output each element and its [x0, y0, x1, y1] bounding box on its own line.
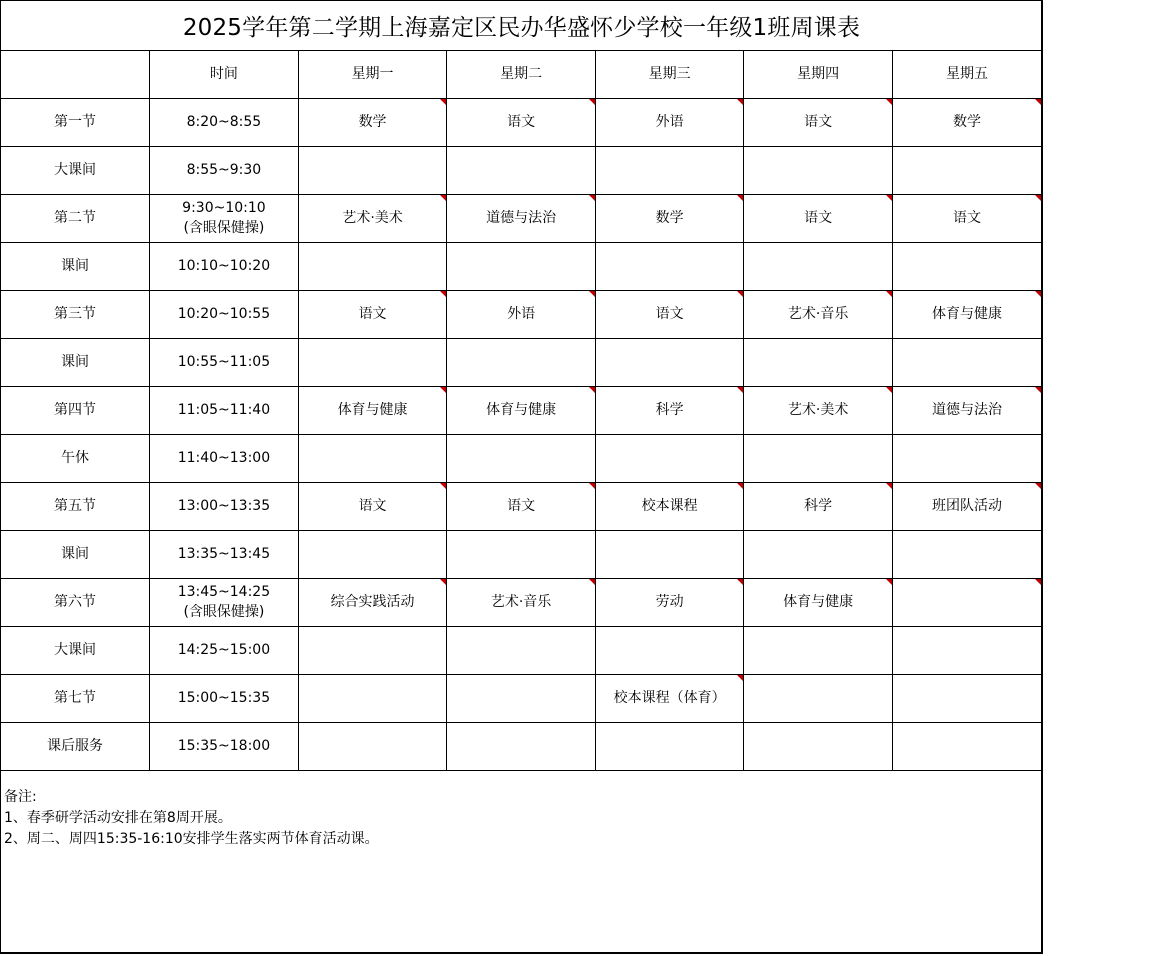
subject-text: 体育与健康 — [337, 402, 408, 418]
subject-cell[interactable] — [744, 98, 893, 146]
comment-indicator-icon[interactable] — [886, 99, 892, 105]
subject-cell[interactable] — [447, 146, 596, 194]
comment-indicator-icon[interactable] — [1035, 579, 1041, 585]
subject-cell[interactable] — [447, 578, 596, 626]
header-corner-cell — [1, 50, 150, 98]
subject-cell[interactable] — [744, 434, 893, 482]
time-cell[interactable] — [150, 482, 299, 530]
time-cell[interactable] — [150, 242, 299, 290]
period-label-cell[interactable]: 课后服务 — [1, 722, 150, 770]
subject-cell[interactable] — [744, 242, 893, 290]
timetable-row — [1, 626, 1041, 674]
time-cell[interactable] — [150, 434, 299, 482]
comment-indicator-icon[interactable] — [737, 387, 743, 393]
time-text: 10:20~10:55 — [177, 306, 271, 322]
period-label-cell[interactable]: 课间 — [1, 338, 150, 386]
timetable-row — [1, 674, 1041, 722]
notes-heading: 备注: — [4, 789, 37, 805]
subject-cell[interactable] — [447, 290, 596, 338]
subject-cell[interactable] — [892, 98, 1041, 146]
period-label-cell[interactable]: 第二节 — [1, 194, 150, 242]
subject-cell[interactable] — [892, 242, 1041, 290]
time-text: 13:35~13:45 — [177, 546, 271, 562]
subject-text: 语文 — [507, 114, 536, 130]
time-text: 13:45~14:25 — [177, 584, 271, 600]
subject-cell[interactable] — [298, 98, 447, 146]
comment-indicator-icon[interactable] — [589, 291, 595, 297]
timetable-row — [1, 434, 1041, 482]
header-day-cell[interactable]: 星期一 — [298, 50, 447, 98]
subject-cell[interactable] — [298, 338, 447, 386]
subject-text: 艺术·美术 — [787, 402, 849, 418]
period-label-cell[interactable]: 第一节 — [1, 98, 150, 146]
subject-cell[interactable] — [595, 674, 744, 722]
subject-text: 劳动 — [655, 594, 684, 610]
period-label-cell[interactable]: 第六节 — [1, 578, 150, 626]
period-label-cell[interactable]: 课间 — [1, 530, 150, 578]
subject-cell[interactable] — [744, 722, 893, 770]
subject-cell[interactable] — [744, 674, 893, 722]
subject-cell[interactable] — [892, 338, 1041, 386]
period-label-cell[interactable]: 午休 — [1, 434, 150, 482]
notes-section — [4, 787, 379, 850]
time-text: 11:40~13:00 — [177, 450, 271, 466]
time-cell[interactable] — [150, 722, 299, 770]
period-label-cell[interactable]: 课间 — [1, 242, 150, 290]
comment-indicator-icon[interactable] — [440, 99, 446, 105]
subject-text: 校本课程（体育） — [613, 690, 726, 706]
subject-cell[interactable] — [595, 242, 744, 290]
subject-cell[interactable] — [595, 98, 744, 146]
subject-cell[interactable] — [595, 338, 744, 386]
time-text: 14:25~15:00 — [177, 642, 271, 658]
subject-text: 艺术·美术 — [342, 210, 403, 226]
subject-cell[interactable] — [447, 674, 596, 722]
comment-indicator-icon[interactable] — [886, 195, 892, 201]
timetable-row — [1, 722, 1041, 770]
timetable-body — [1, 50, 1041, 770]
subject-cell[interactable] — [447, 242, 596, 290]
time-cell[interactable] — [150, 98, 299, 146]
time-cell[interactable] — [150, 338, 299, 386]
subject-cell[interactable] — [744, 578, 893, 626]
time-cell[interactable] — [150, 290, 299, 338]
time-cell[interactable] — [150, 626, 299, 674]
time-text: 15:35~18:00 — [177, 738, 271, 754]
timetable-row — [1, 386, 1041, 434]
subject-cell[interactable] — [298, 290, 447, 338]
time-cell[interactable] — [150, 530, 299, 578]
time-text: (含眼保健操) — [183, 220, 265, 236]
subject-text: 道德与法治 — [931, 402, 1002, 418]
page-title: 2025学年第二学期上海嘉定区民办华盛怀少学校一年级1班周课表 — [1, 1, 1042, 51]
subject-cell[interactable] — [447, 722, 596, 770]
comment-indicator-icon[interactable] — [1035, 483, 1041, 489]
comment-indicator-icon[interactable] — [737, 675, 743, 681]
subject-cell[interactable] — [447, 98, 596, 146]
subject-text: 语文 — [507, 498, 536, 514]
subject-cell[interactable] — [595, 290, 744, 338]
subject-cell[interactable] — [892, 434, 1041, 482]
comment-indicator-icon[interactable] — [737, 99, 743, 105]
subject-text: 数学 — [358, 114, 387, 130]
timetable-row — [1, 98, 1041, 146]
note-item: 2、周二、周四15:35-16:10安排学生落实两节体育活动课。 — [4, 831, 379, 847]
comment-indicator-icon[interactable] — [589, 579, 595, 585]
comment-indicator-icon[interactable] — [886, 579, 892, 585]
time-cell[interactable] — [150, 674, 299, 722]
subject-cell[interactable] — [595, 530, 744, 578]
comment-indicator-icon[interactable] — [737, 579, 743, 585]
timetable-row — [1, 338, 1041, 386]
subject-text: 校本课程 — [641, 498, 698, 514]
subject-text: 数学 — [952, 114, 981, 130]
subject-cell[interactable] — [298, 722, 447, 770]
subject-cell[interactable] — [447, 434, 596, 482]
subject-cell[interactable] — [298, 386, 447, 434]
subject-cell[interactable] — [298, 578, 447, 626]
subject-text: 语文 — [952, 210, 981, 226]
time-cell[interactable] — [150, 386, 299, 434]
header-day-cell[interactable]: 星期四 — [744, 50, 893, 98]
subject-cell[interactable] — [447, 386, 596, 434]
header-row — [1, 50, 1041, 98]
note-item: 1、春季研学活动安排在第8周开展。 — [4, 810, 232, 826]
subject-cell[interactable] — [447, 194, 596, 242]
time-cell[interactable] — [150, 578, 299, 626]
timetable-row — [1, 242, 1041, 290]
subject-cell[interactable] — [892, 674, 1041, 722]
subject-cell[interactable] — [744, 146, 893, 194]
subject-cell[interactable] — [744, 482, 893, 530]
subject-cell[interactable] — [744, 194, 893, 242]
header-day-cell[interactable]: 星期五 — [892, 50, 1041, 98]
subject-cell[interactable] — [298, 674, 447, 722]
subject-cell[interactable] — [447, 338, 596, 386]
time-text: 10:10~10:20 — [177, 258, 271, 274]
subject-text: 语文 — [358, 306, 387, 322]
comment-indicator-icon[interactable] — [440, 291, 446, 297]
header-day-cell[interactable]: 星期二 — [447, 50, 596, 98]
comment-indicator-icon[interactable] — [440, 483, 446, 489]
subject-text: 语文 — [804, 114, 833, 130]
header-day-cell[interactable]: 星期三 — [595, 50, 744, 98]
subject-cell[interactable] — [595, 626, 744, 674]
subject-text: 语文 — [804, 210, 833, 226]
comment-indicator-icon[interactable] — [886, 483, 892, 489]
timetable-row — [1, 290, 1041, 338]
comment-indicator-icon[interactable] — [589, 99, 595, 105]
comment-indicator-icon[interactable] — [440, 195, 446, 201]
comment-indicator-icon[interactable] — [589, 195, 595, 201]
timetable-row — [1, 194, 1041, 242]
subject-cell[interactable] — [298, 194, 447, 242]
subject-text: 综合实践活动 — [330, 594, 415, 610]
time-text: 13:00~13:35 — [177, 498, 271, 514]
subject-cell[interactable] — [744, 338, 893, 386]
period-label-cell[interactable]: 第五节 — [1, 482, 150, 530]
comment-indicator-icon[interactable] — [589, 483, 595, 489]
subject-cell[interactable] — [892, 482, 1041, 530]
period-label-cell[interactable]: 第三节 — [1, 290, 150, 338]
timetable-row — [1, 530, 1041, 578]
comment-indicator-icon[interactable] — [1035, 195, 1041, 201]
subject-cell[interactable] — [298, 530, 447, 578]
subject-text: 数学 — [655, 210, 684, 226]
subject-cell[interactable] — [892, 386, 1041, 434]
subject-cell[interactable] — [595, 578, 744, 626]
comment-indicator-icon[interactable] — [737, 483, 743, 489]
period-label-cell[interactable]: 第四节 — [1, 386, 150, 434]
comment-indicator-icon[interactable] — [737, 195, 743, 201]
subject-text: 外语 — [507, 306, 536, 322]
time-text: (含眼保健操) — [183, 604, 265, 620]
comment-indicator-icon[interactable] — [589, 387, 595, 393]
subject-cell[interactable] — [892, 146, 1041, 194]
subject-cell[interactable] — [892, 722, 1041, 770]
subject-text: 体育与健康 — [931, 306, 1002, 322]
time-text: 9:30~10:10 — [182, 200, 266, 216]
time-text: 8:55~9:30 — [186, 162, 262, 178]
timetable-row — [1, 482, 1041, 530]
subject-cell[interactable] — [595, 146, 744, 194]
comment-indicator-icon[interactable] — [886, 387, 892, 393]
period-label-cell[interactable]: 大课间 — [1, 146, 150, 194]
comment-indicator-icon[interactable] — [440, 579, 446, 585]
subject-cell[interactable] — [744, 386, 893, 434]
timetable-row — [1, 578, 1041, 626]
comment-indicator-icon[interactable] — [1035, 99, 1041, 105]
subject-text: 外语 — [655, 114, 684, 130]
subject-text: 科学 — [655, 402, 684, 418]
comment-indicator-icon[interactable] — [1035, 387, 1041, 393]
subject-cell[interactable] — [447, 530, 596, 578]
subject-text: 道德与法治 — [486, 210, 557, 226]
subject-cell[interactable] — [298, 434, 447, 482]
period-label-cell[interactable]: 第七节 — [1, 674, 150, 722]
header-time-cell[interactable]: 时间 — [150, 50, 299, 98]
time-text: 11:05~11:40 — [177, 402, 271, 418]
time-cell[interactable] — [150, 194, 299, 242]
subject-cell[interactable] — [447, 626, 596, 674]
subject-cell[interactable] — [892, 578, 1041, 626]
comment-indicator-icon[interactable] — [440, 387, 446, 393]
subject-cell[interactable] — [595, 722, 744, 770]
comment-indicator-icon[interactable] — [737, 291, 743, 297]
subject-cell[interactable] — [892, 626, 1041, 674]
subject-text: 体育与健康 — [486, 402, 557, 418]
timetable-grid — [1, 50, 1041, 771]
comment-indicator-icon[interactable] — [886, 291, 892, 297]
subject-cell[interactable] — [744, 626, 893, 674]
subject-text: 语文 — [358, 498, 387, 514]
subject-text: 科学 — [804, 498, 833, 514]
time-text: 15:00~15:35 — [177, 690, 271, 706]
subject-text: 体育与健康 — [783, 594, 854, 610]
subject-cell[interactable] — [298, 626, 447, 674]
subject-cell[interactable] — [298, 482, 447, 530]
time-text: 8:20~8:55 — [186, 114, 262, 130]
subject-cell[interactable] — [744, 290, 893, 338]
period-label-cell[interactable]: 大课间 — [1, 626, 150, 674]
subject-cell[interactable] — [892, 290, 1041, 338]
subject-cell[interactable] — [447, 482, 596, 530]
subject-cell[interactable] — [298, 242, 447, 290]
subject-text: 语文 — [655, 306, 684, 322]
comment-indicator-icon[interactable] — [1035, 291, 1041, 297]
time-text: 10:55~11:05 — [177, 354, 271, 370]
time-cell[interactable] — [150, 146, 299, 194]
subject-cell[interactable] — [892, 530, 1041, 578]
subject-text: 艺术·音乐 — [490, 594, 552, 610]
subject-cell[interactable] — [892, 194, 1041, 242]
subject-cell[interactable] — [595, 434, 744, 482]
subject-cell[interactable] — [595, 482, 744, 530]
subject-cell[interactable] — [298, 146, 447, 194]
timetable-row — [1, 146, 1041, 194]
subject-cell[interactable] — [744, 530, 893, 578]
subject-text: 班团队活动 — [931, 498, 1002, 514]
subject-text: 艺术·音乐 — [787, 306, 849, 322]
subject-cell[interactable] — [595, 194, 744, 242]
subject-cell[interactable] — [595, 386, 744, 434]
